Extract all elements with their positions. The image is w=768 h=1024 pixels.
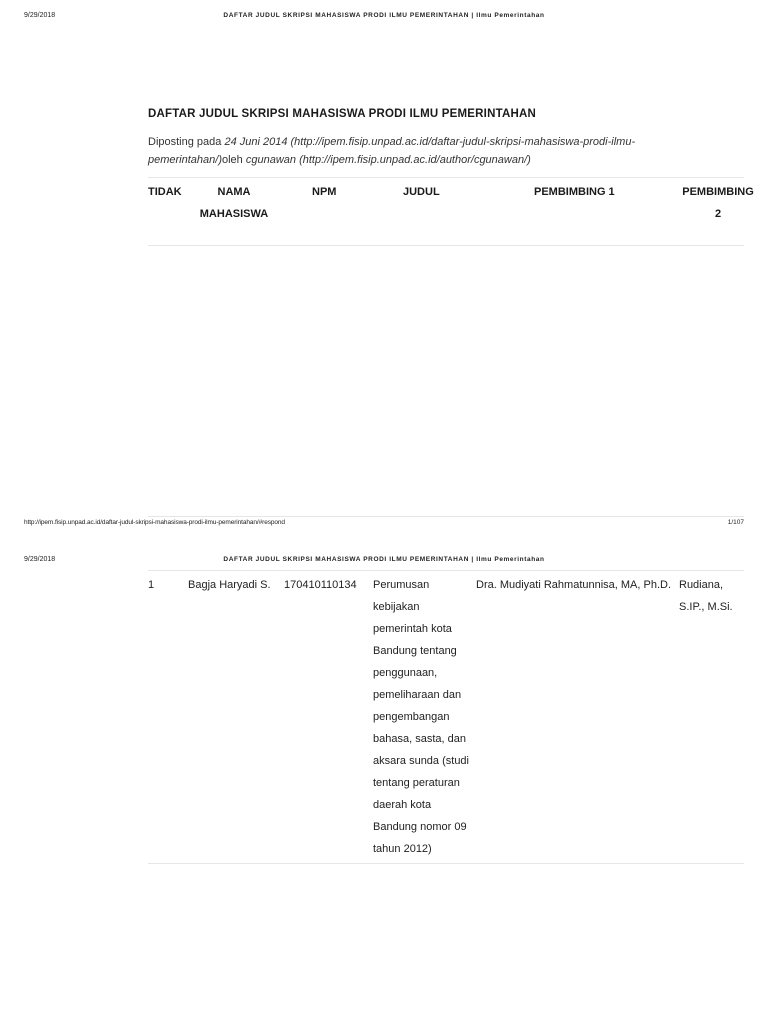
cell-pembimbing1: Dra. Mudiyati Rahmatunnisa, MA, Ph.D. bbox=[476, 579, 672, 591]
page-break-rule bbox=[148, 516, 744, 517]
by-prefix: oleh bbox=[222, 154, 246, 166]
print-date: 9/29/2018 bbox=[24, 12, 56, 19]
cell-npm: 170410110134 bbox=[284, 579, 357, 591]
col-header-pembimbing1: PEMBIMBING 1 bbox=[534, 186, 615, 198]
print-header-2 bbox=[0, 556, 768, 570]
posted-prefix: Diposting pada bbox=[148, 136, 225, 148]
col-header-judul: JUDUL bbox=[403, 186, 440, 198]
cell-judul: Perumusan kebijakan pemerintah kota Bandung tentang penggunaan, pemeliharaan dan pengembangan bahasa, sasta, dan aksara sunda (studi tentang peraturan daerah kota Bandung nomor 09 tahun 2012) bbox=[373, 579, 469, 855]
col-header-pembimbing2-line2: 2 bbox=[714, 208, 722, 220]
table-row-rule bbox=[148, 863, 744, 864]
col-header-npm: NPM bbox=[312, 186, 337, 198]
print-footer-url: http://ipem.fisip.unpad.ac.id/daftar-judul-skripsi-mahasiswa-prodi-ilmu-pemerintahan/#respond bbox=[24, 519, 285, 526]
col-header-pembimbing2 bbox=[680, 181, 756, 225]
cell-pembimbing2: Rudiana, S.IP., M.Si. bbox=[679, 579, 733, 613]
col-header-pembimbing2-line1: PEMBIMBING bbox=[682, 186, 754, 198]
print-title: DAFTAR JUDUL SKRIPSI MAHASISWA PRODI ILMU PEMERINTAHAN | Ilmu Pemerintahan bbox=[223, 12, 545, 19]
col-header-nama-line1: NAMA bbox=[217, 186, 251, 198]
cell-no: 1 bbox=[148, 579, 155, 591]
print-page-number: 1/107 bbox=[727, 519, 744, 526]
col-header-nama-line2: MAHASISWA bbox=[199, 208, 269, 220]
print-title-2: DAFTAR JUDUL SKRIPSI MAHASISWA PRODI ILMU PEMERINTAHAN | Ilmu Pemerintahan bbox=[223, 556, 545, 563]
table-header-rule bbox=[148, 245, 744, 246]
print-date-2: 9/29/2018 bbox=[24, 556, 56, 563]
table-top-rule bbox=[148, 177, 744, 178]
article-title: DAFTAR JUDUL SKRIPSI MAHASISWA PRODI ILMU PEMERINTAHAN bbox=[148, 108, 536, 120]
page2-top-rule bbox=[148, 570, 744, 571]
cell-nama: Bagja Haryadi S. bbox=[188, 579, 271, 591]
post-meta bbox=[148, 133, 648, 169]
col-header-no: TIDAK bbox=[148, 186, 182, 198]
author-link[interactable]: cgunawan (http://ipem.fisip.unpad.ac.id/author/cgunawan/) bbox=[245, 154, 531, 166]
posted-date-link[interactable]: 24 Juni 2014 (http://ipem.fisip.unpad.ac.id/daftar-judul-skripsi-mahasiswa-prodi-ilmu-pemerintahan/) bbox=[148, 136, 636, 166]
print-header bbox=[0, 12, 768, 26]
col-header-nama bbox=[198, 181, 270, 225]
